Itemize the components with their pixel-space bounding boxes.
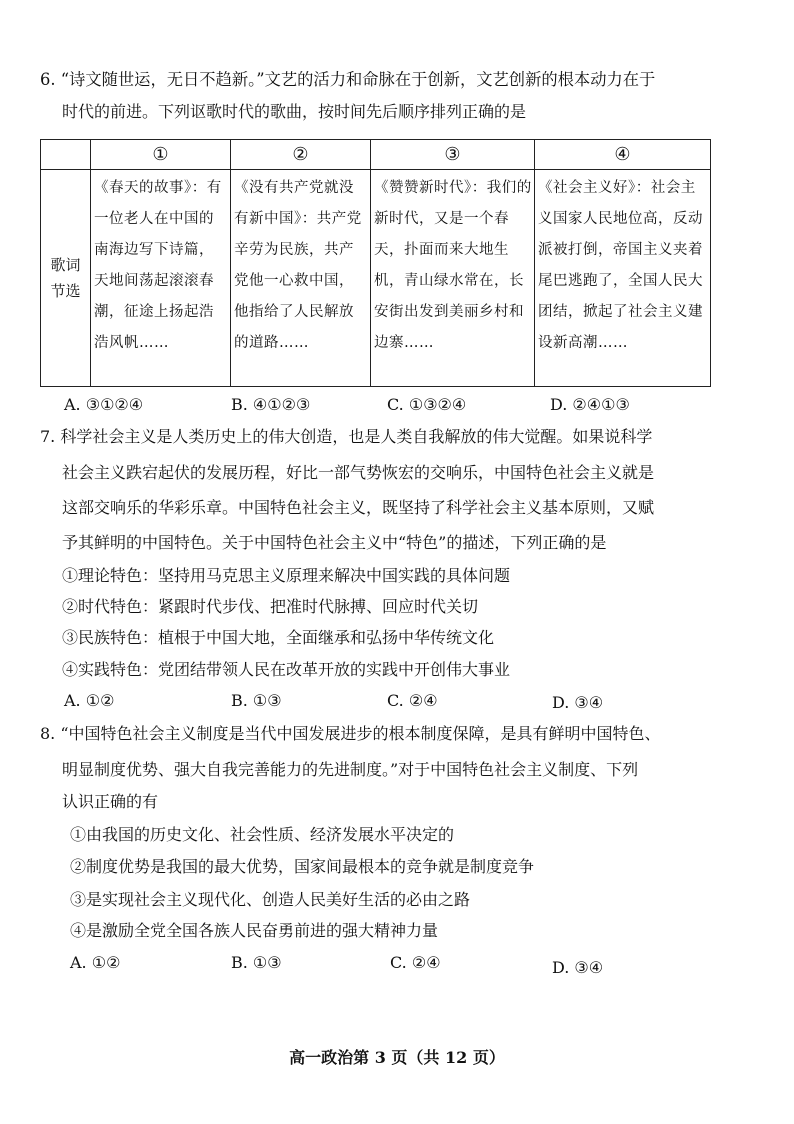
q7-item-2: ②时代特色：紧跟时代步伐、把准时代脉搏、回应时代关切 [62, 597, 479, 616]
q8-item-1: ①由我国的历史文化、社会性质、经济发展水平决定的 [70, 825, 455, 844]
q7-option-c: C. ②④ [387, 691, 438, 710]
q6-stem-line-2: 时代的前进。下列讴歌时代的歌曲，按时间先后顺序排列正确的是 [62, 102, 527, 121]
table-header-3: ③ [371, 140, 535, 170]
row-label-cell [41, 170, 91, 387]
table-header-2: ② [231, 140, 371, 170]
q8-stem-line-2: 明显制度优势、强大自我完善能力的先进制度。”对于中国特色社会主义制度、下列 [62, 760, 639, 779]
lyric-cell-4: 《社会主义好》：社会主义国家人民地位高，反动派被打倒，帝国主义夹着尾巴逃跑了，全国人民大团结，掀起了社会主义建设新高潮…… [535, 170, 711, 387]
page-footer: 高一政治第 3 页（共 12 页） [289, 1048, 505, 1067]
table-header-row [41, 140, 711, 170]
q8-option-a: A. ①② [70, 953, 121, 972]
q8-item-2: ②制度优势是我国的最大优势，国家间最根本的竞争就是制度竞争 [70, 857, 535, 876]
q7-item-4: ④实践特色：党团结带领人民在改革开放的实践中开创伟大事业 [62, 660, 511, 679]
lyric-cell-2: 《没有共产党就没有新中国》：共产党辛劳为民族，共产党他一心救中国，他指给了人民解放的道路…… [231, 170, 371, 387]
lyric-cell-1: 《春天的故事》：有一位老人在中国的南海边写下诗篇，天地间荡起滚滚春潮，征途上扬起浩浩风帆…… [91, 170, 231, 387]
q6-option-a: A. ③①②④ [64, 395, 144, 414]
row-label-line-2: 节选 [50, 282, 81, 300]
q8-option-b: B. ①③ [231, 953, 282, 972]
q6-stem-line-1: 6. “诗文随世运，无日不趋新。”文艺的活力和命脉在于创新，文艺创新的根本动力在于 [40, 70, 656, 89]
q8-option-c: C. ②④ [390, 953, 441, 972]
q8-stem-line-1: 8. “中国特色社会主义制度是当代中国发展进步的根本制度保障，是具有鲜明中国特色、 [40, 724, 661, 743]
q7-option-a: A. ①② [64, 691, 115, 710]
q8-item-3: ③是实现社会主义现代化、创造人民美好生活的必由之路 [70, 890, 471, 909]
table-header-4: ④ [535, 140, 711, 170]
q7-option-d: D. ③④ [552, 693, 604, 712]
table-row [41, 170, 711, 387]
q7-item-1: ①理论特色：坚持用马克思主义原理来解决中国实践的具体问题 [62, 566, 511, 585]
q6-option-b: B. ④①②③ [231, 395, 311, 414]
lyric-cell-3: 《赞赞新时代》：我们的新时代，又是一个春天，扑面而来大地生机，青山绿水常在，长安街出发到美丽乡村和边寨…… [371, 170, 535, 387]
q7-stem-line-4: 予其鲜明的中国特色。关于中国特色社会主义中“特色”的描述，下列正确的是 [62, 533, 607, 552]
q6-option-d: D. ②④①③ [550, 395, 630, 414]
table-corner-cell [41, 140, 91, 170]
row-label-line-1: 歌词 [50, 256, 81, 274]
q7-item-3: ③民族特色：植根于中国大地，全面继承和弘扬中华传统文化 [62, 628, 495, 647]
q7-stem-line-2: 社会主义跌宕起伏的发展历程，好比一部气势恢宏的交响乐，中国特色社会主义就是 [62, 463, 655, 482]
q6-option-c: C. ①③②④ [387, 395, 467, 414]
q7-option-b: B. ①③ [231, 691, 282, 710]
q8-stem-line-3: 认识正确的有 [62, 792, 159, 811]
q8-option-d: D. ③④ [552, 958, 604, 977]
lyrics-table [40, 139, 711, 387]
table-header-1: ① [91, 140, 231, 170]
q8-item-4: ④是激励全党全国各族人民奋勇前进的强大精神力量 [70, 921, 439, 940]
q7-stem-line-1: 7. 科学社会主义是人类历史上的伟大创造，也是人类自我解放的伟大觉醒。如果说科学 [40, 427, 653, 446]
q7-stem-line-3: 这部交响乐的华彩乐章。中国特色社会主义，既坚持了科学社会主义基本原则，又赋 [62, 498, 655, 517]
